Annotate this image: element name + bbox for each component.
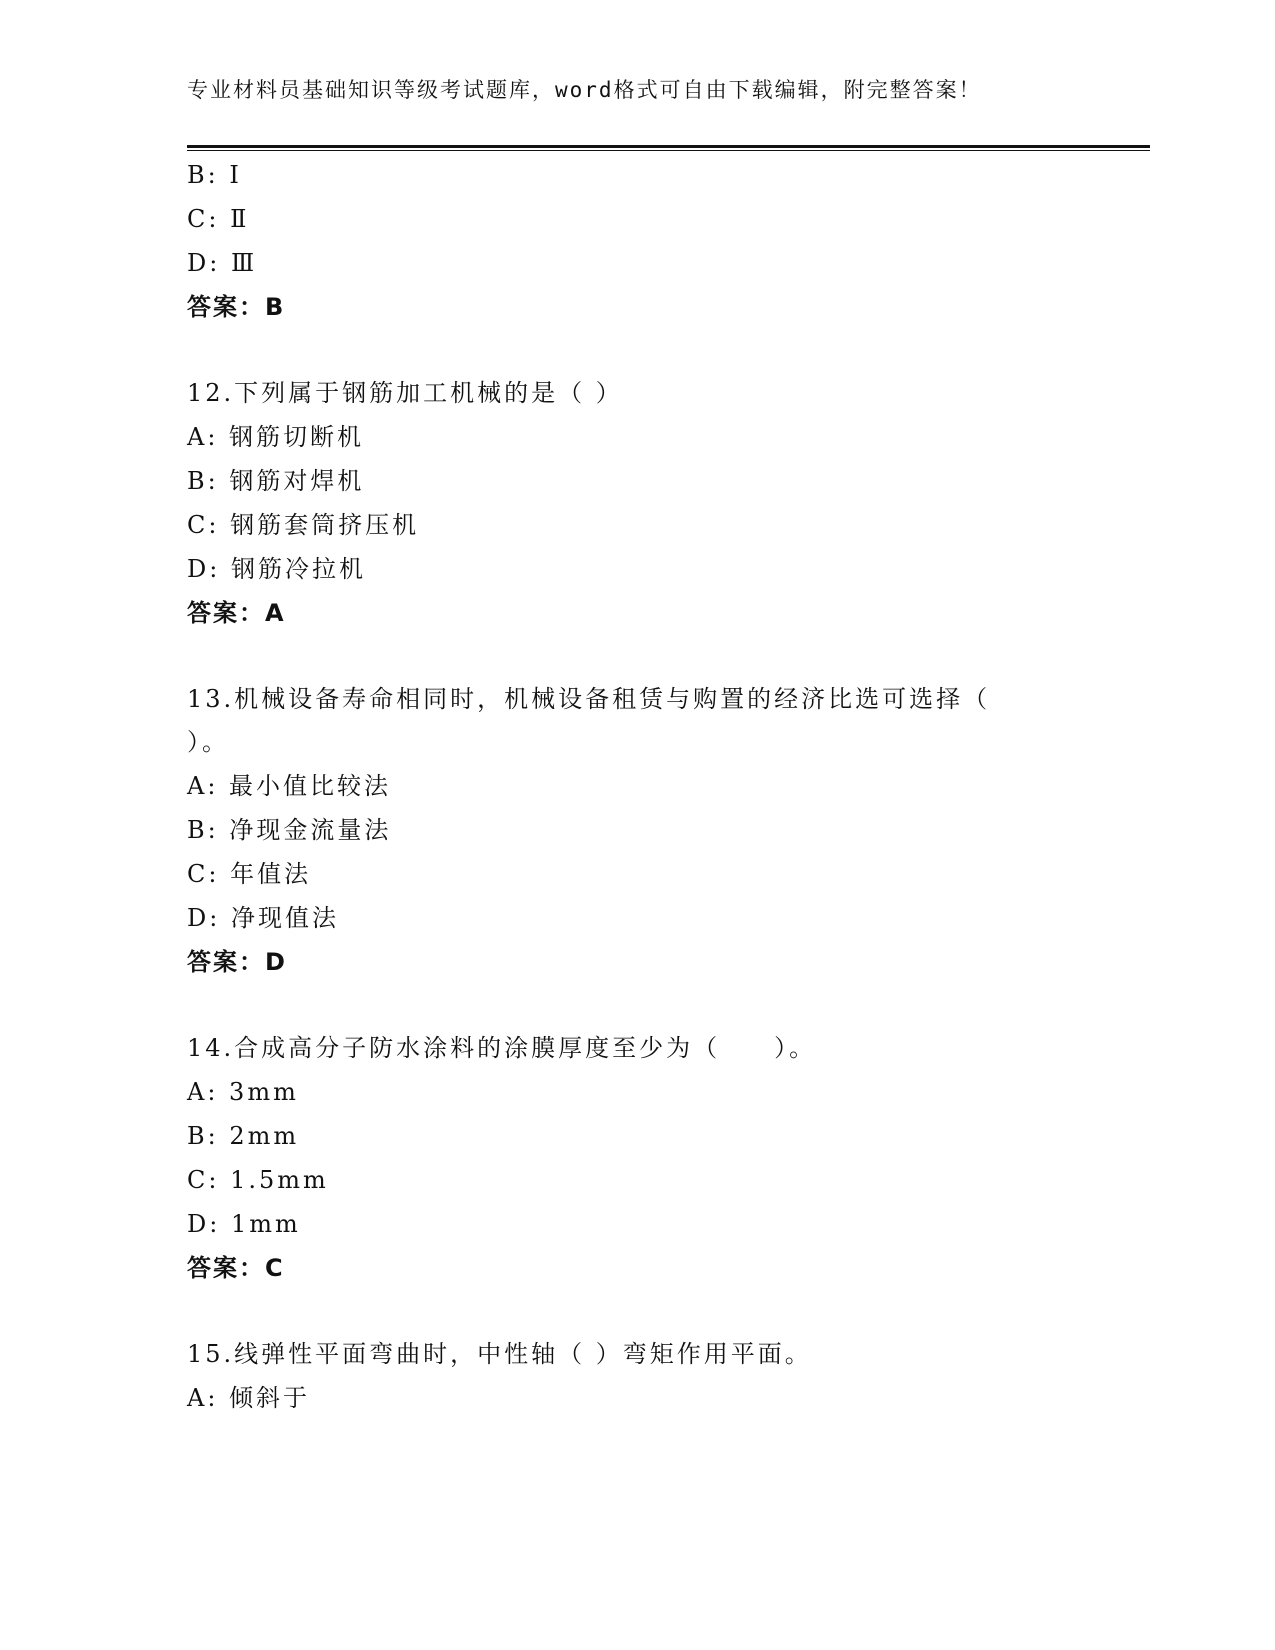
answer: 答案：C <box>187 1254 285 1282</box>
option-b: B: 钢筋对焊机 <box>187 467 365 495</box>
option-c: C: Ⅱ <box>187 205 250 233</box>
option-d: D: 钢筋冷拉机 <box>187 555 366 583</box>
option-a: A: 钢筋切断机 <box>187 423 365 451</box>
option-a: A: 最小值比较法 <box>187 772 392 800</box>
answer: 答案：D <box>187 948 287 976</box>
option-b: B: Ⅰ <box>187 161 242 189</box>
option-d: D: 1mm <box>187 1210 301 1238</box>
question-text-line1: 13.机械设备寿命相同时，机械设备租赁与购置的经济比选可选择（ <box>187 685 991 713</box>
option-c: C: 1.5mm <box>187 1166 329 1194</box>
option-a: A: 倾斜于 <box>187 1384 311 1412</box>
header-rule-thick <box>187 145 1150 148</box>
option-c: C: 钢筋套筒挤压机 <box>187 511 420 539</box>
question-text: 14.合成高分子防水涂料的涂膜厚度至少为（ ）。 <box>187 1034 817 1062</box>
question-text: 12.下列属于钢筋加工机械的是（ ） <box>187 379 623 407</box>
option-b: B: 2mm <box>187 1122 300 1150</box>
option-d: D: 净现值法 <box>187 904 339 932</box>
answer: 答案：A <box>187 599 286 627</box>
header-rule-thin <box>187 150 1150 151</box>
question-text-line2: ）。 <box>187 728 229 756</box>
option-a: A: 3mm <box>187 1078 299 1106</box>
answer: 答案：B <box>187 293 286 321</box>
option-c: C: 年值法 <box>187 860 312 888</box>
header-title: 专业材料员基础知识等级考试题库，word格式可自由下载编辑，附完整答案！ <box>187 78 982 102</box>
question-text: 15.线弹性平面弯曲时，中性轴（ ）弯矩作用平面。 <box>187 1340 812 1368</box>
option-b: B: 净现金流量法 <box>187 816 392 844</box>
option-d: D: Ⅲ <box>187 249 258 277</box>
